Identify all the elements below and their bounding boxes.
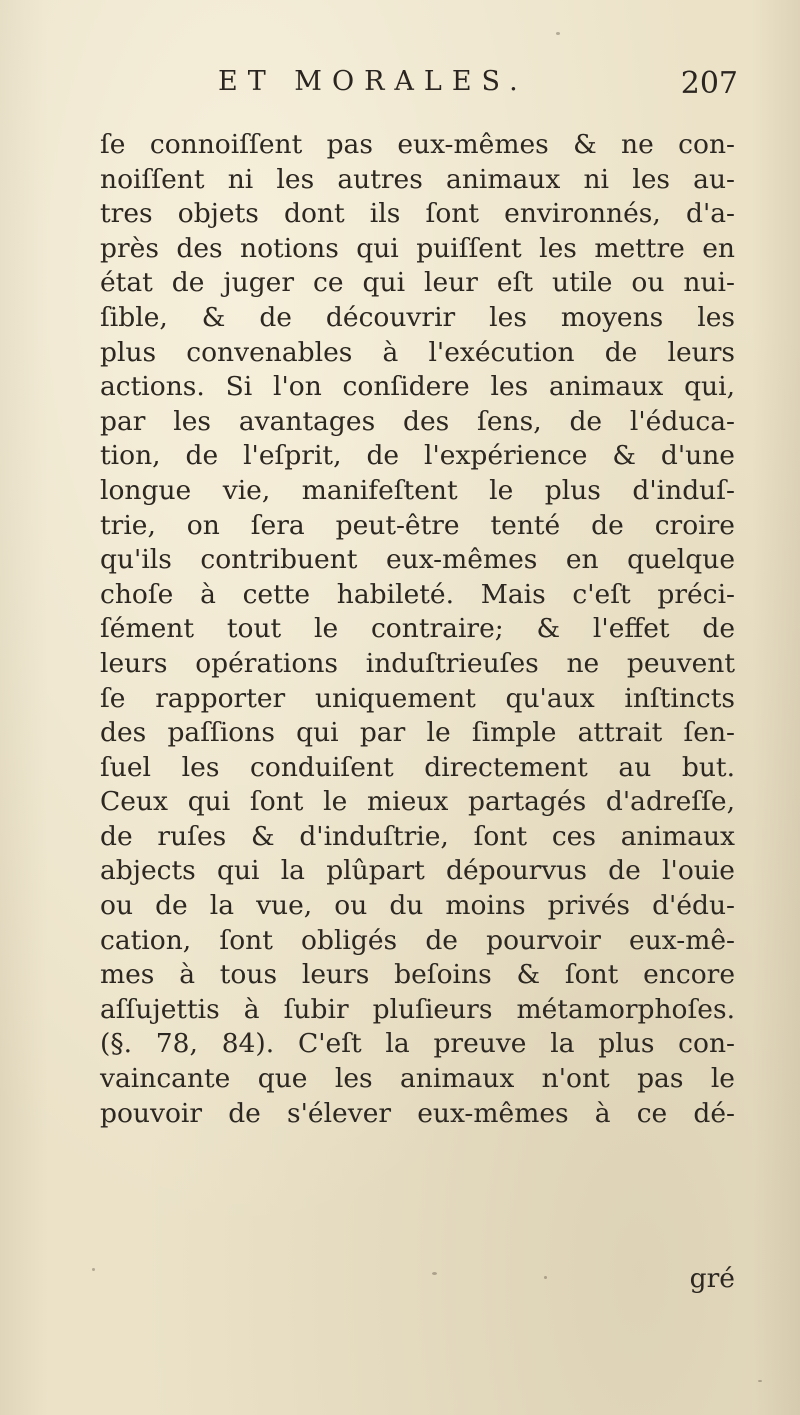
catchword-row xyxy=(100,1262,735,1296)
text-line: abjects qui la plûpart dépourvus de l'ouie xyxy=(100,855,735,887)
text-line: mes à tous leurs beſoins & ſont encore xyxy=(100,959,735,991)
text-line: ſe rapporter uniquement qu'aux inſtincts xyxy=(100,682,735,714)
text-line: trie, on ſera peut-être tenté de croire xyxy=(100,509,735,541)
paper-speck xyxy=(544,1276,547,1279)
text-line: cation, ſont obligés de pourvoir eux-mê- xyxy=(100,924,735,956)
paper-speck xyxy=(758,1380,762,1382)
text-line: pouvoir de s'élever eux-mêmes à ce dé- xyxy=(100,1097,735,1129)
paper-speck xyxy=(92,1268,95,1271)
page-number: 207 xyxy=(680,66,738,101)
text-line: vaincante que les animaux n'ont pas le xyxy=(100,1063,735,1095)
text-line: ſible, & de découvrir les moyens les xyxy=(100,301,735,333)
text-line: ou de la vue, ou du moins privés d'édu- xyxy=(100,890,735,922)
text-line: Ceux qui ſont le mieux partagés d'adreſſe, xyxy=(100,786,735,818)
text-line: des paſſions qui par le ſimple attrait ſen- xyxy=(100,717,735,749)
text-line: par les avantages des ſens, de l'éduca- xyxy=(100,405,735,437)
text-line: leurs opérations induſtrieuſes ne peuvent xyxy=(100,647,735,679)
running-title: ET MORALES. xyxy=(218,66,528,97)
text-line: tion, de l'eſprit, de l'expérience & d'une xyxy=(100,440,735,472)
catchword: gré xyxy=(689,1263,735,1294)
text-line: noiſſent ni les autres animaux ni les au- xyxy=(100,163,735,195)
text-line: actions. Si l'on conſidere les animaux qui, xyxy=(100,371,735,403)
text-line: ſément tout le contraire; & l'effet de xyxy=(100,613,735,645)
text-line: tres objets dont ils ſont environnés, d'a- xyxy=(100,198,735,230)
text-line: ſuel les conduiſent directement au but. xyxy=(100,751,735,783)
text-line: état de juger ce qui leur eſt utile ou nui- xyxy=(100,267,735,299)
body-text xyxy=(100,128,735,1131)
text-line: qu'ils contribuent eux-mêmes en quelque xyxy=(100,544,735,576)
text-line: plus convenables à l'exécution de leurs xyxy=(100,336,735,368)
text-line: ſe connoiſſent pas eux-mêmes & ne con- xyxy=(100,129,735,160)
text-line: choſe à cette habileté. Mais c'eſt préci- xyxy=(100,578,735,610)
text-line: longue vie, manifeſtent le plus d'induſ- xyxy=(100,474,735,506)
text-line: (§. 78, 84). C'eſt la preuve la plus con- xyxy=(100,1028,735,1060)
text-line: de ruſes & d'induſtrie, ſont ces animaux xyxy=(100,820,735,852)
paper-speck xyxy=(556,32,560,35)
running-head xyxy=(0,66,800,110)
paper-speck xyxy=(432,1272,437,1275)
text-line: près des notions qui puiſſent les mettre en xyxy=(100,232,735,264)
text-line: aſſujettis à ſubir pluſieurs métamorphoſes. xyxy=(100,993,735,1025)
